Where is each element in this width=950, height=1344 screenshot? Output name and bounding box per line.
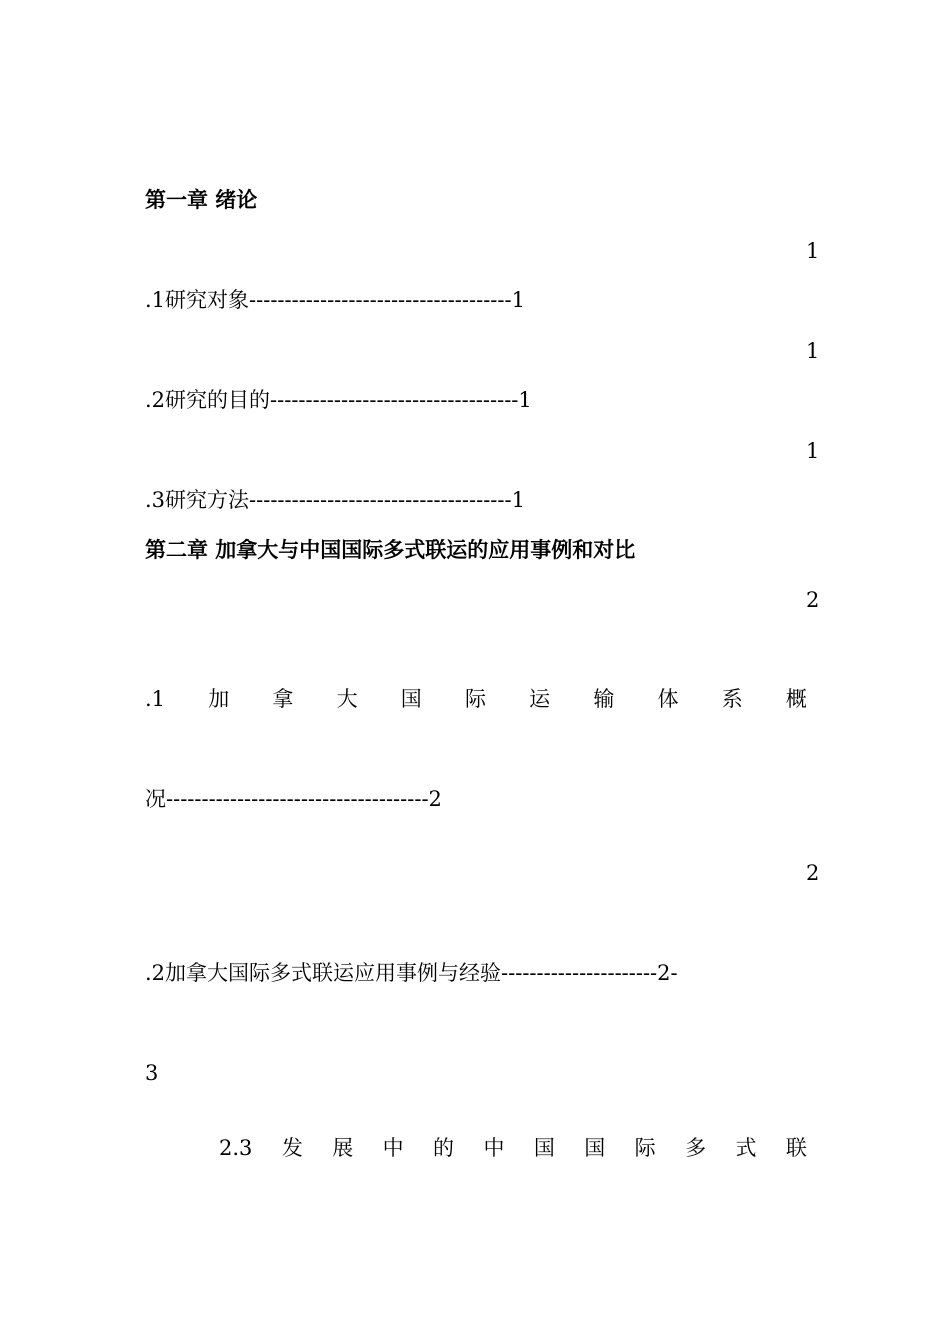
toc-entry-2-2: .2加拿大国际多式联运应用事例与经验----------------------2- — [145, 961, 678, 985]
toc-page-number: 2 — [806, 861, 820, 885]
toc-char: 体 — [657, 687, 679, 711]
toc-page-number: 1 — [806, 339, 820, 363]
chapter-2-heading: 第二章 加拿大与中国国际多式联运的应用事例和对比 — [145, 538, 636, 562]
toc-char: 系 — [721, 687, 743, 711]
toc-char: 中 — [382, 1136, 404, 1160]
toc-char: 大 — [336, 687, 358, 711]
toc-char: 运 — [529, 687, 551, 711]
toc-char: 国 — [400, 687, 422, 711]
toc-entry-2-3 — [219, 1135, 807, 1161]
toc-char: 展 — [332, 1136, 354, 1160]
toc-char: 加 — [208, 687, 230, 711]
toc-entry-1-2: .2研究的目的-----------------------------------1 — [145, 388, 532, 412]
toc-char: 多 — [685, 1136, 707, 1160]
toc-page-number: 1 — [806, 439, 820, 463]
toc-page-number: 2 — [806, 588, 820, 612]
toc-entry-2-1-continued: 况-------------------------------------2 — [145, 787, 442, 811]
toc-char: 式 — [735, 1136, 757, 1160]
toc-char: 联 — [785, 1136, 807, 1160]
toc-char: 拿 — [272, 687, 294, 711]
toc-char: 概 — [785, 687, 807, 711]
toc-char: 2.3 — [219, 1136, 253, 1160]
toc-char: 国 — [533, 1136, 555, 1160]
toc-char: 发 — [281, 1136, 303, 1160]
toc-char: 中 — [483, 1136, 505, 1160]
toc-entry-2-1 — [145, 686, 807, 712]
toc-char: 的 — [433, 1136, 455, 1160]
chapter-1-heading: 第一章 绪论 — [145, 188, 258, 212]
toc-char: 国 — [584, 1136, 606, 1160]
toc-entry-2-2-continued: 3 — [145, 1061, 159, 1085]
toc-entry-1-1: .1研究对象-------------------------------------1 — [145, 288, 525, 312]
toc-entry-1-3: .3研究方法-------------------------------------1 — [145, 488, 525, 512]
toc-page-number: 1 — [806, 239, 820, 263]
toc-char: 输 — [593, 687, 615, 711]
toc-char: .1 — [145, 687, 166, 711]
toc-char: 际 — [464, 687, 486, 711]
toc-char: 际 — [634, 1136, 656, 1160]
